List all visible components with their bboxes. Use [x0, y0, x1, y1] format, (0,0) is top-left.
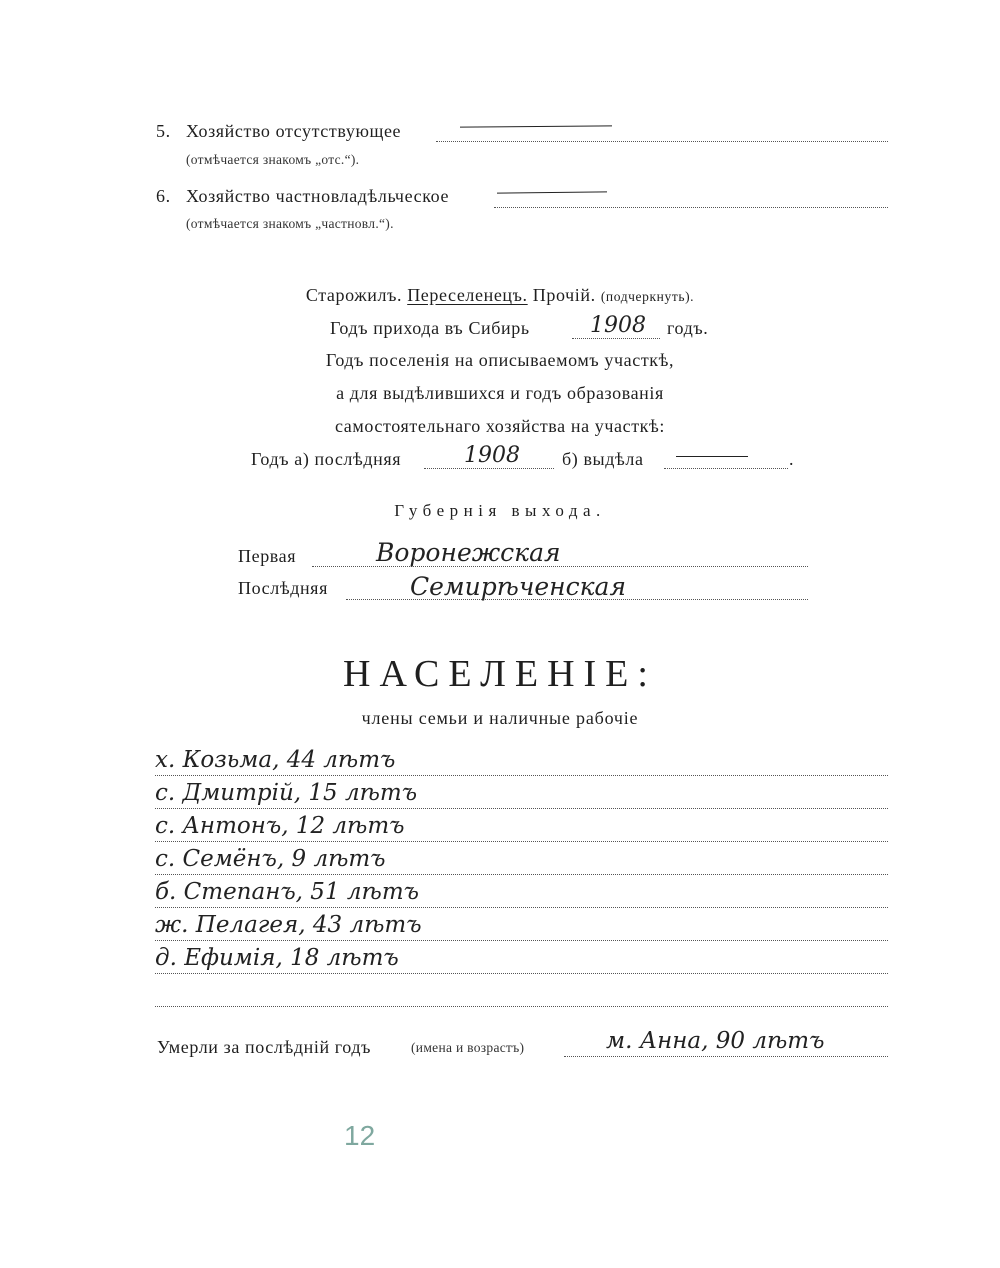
gubernia-last-value: Семирѣченская — [410, 572, 627, 601]
arrival-suffix: годъ. — [667, 318, 709, 338]
population-title: НАСЕЛЕНІЕ: — [343, 653, 657, 695]
farm-6-label: Хозяйство частновладѣльческое — [186, 186, 450, 206]
farm-6-dash-mark — [497, 191, 607, 193]
year-b-field[interactable] — [664, 468, 788, 469]
arrival-value: 1908 — [590, 313, 646, 338]
settlement-line-3: самостоятельнаго хозяйства на участкѣ: — [335, 416, 665, 436]
farm-5-label: Хозяйство отсутствующее — [186, 121, 402, 141]
member-entry: с. Дмитрій, 15 лѣтъ — [155, 780, 418, 806]
gubernia-title: Губернія выхода. — [394, 501, 606, 520]
member-entry: ж. Пелагея, 43 лѣтъ — [155, 912, 422, 938]
member-entry: с. Семёнъ, 9 лѣтъ — [155, 846, 386, 872]
status-line — [0, 285, 1000, 306]
member-line-8[interactable] — [155, 1006, 888, 1007]
status-other: Прочій. — [532, 285, 596, 305]
farm-5-field[interactable] — [436, 141, 888, 142]
member-line-2[interactable] — [155, 808, 888, 809]
farm-6-field[interactable] — [494, 207, 888, 208]
member-line-6[interactable] — [155, 940, 888, 941]
member-line-4[interactable] — [155, 874, 888, 875]
farm-6-note: (отмѣчается знакомъ „частновл.“). — [186, 216, 394, 231]
member-line-1[interactable] — [155, 775, 888, 776]
member-line-7[interactable] — [155, 973, 888, 974]
farm-5-number: 5. — [156, 121, 171, 141]
farm-5-dash-mark — [460, 125, 612, 127]
farm-6-number: 6. — [156, 186, 171, 206]
member-entry: с. Антонъ, 12 лѣтъ — [155, 813, 405, 839]
settlement-line-2: а для выдѣлившихся и годъ образованія — [336, 383, 664, 403]
year-b-dash-mark — [676, 456, 748, 457]
gubernia-last-label: Послѣдняя — [238, 578, 328, 598]
deaths-field[interactable] — [564, 1056, 888, 1057]
deaths-label: Умерли за послѣдній годъ — [157, 1037, 372, 1057]
arrival-label: Годъ прихода въ Сибирь — [330, 318, 530, 338]
arrival-field[interactable] — [572, 338, 660, 339]
farm-5-note: (отмѣчается знакомъ „отс.“). — [186, 152, 360, 167]
gubernia-first-value: Воронежская — [376, 538, 561, 567]
deaths-value: м. Анна, 90 лѣтъ — [606, 1028, 825, 1054]
status-old: Старожилъ. — [305, 285, 403, 305]
status-settler[interactable]: Переселенецъ. — [407, 285, 528, 305]
member-entry: д. Ефимія, 18 лѣтъ — [155, 945, 399, 971]
page-number: 12 — [344, 1120, 376, 1151]
deaths-hint: (имена и возрастъ) — [411, 1040, 525, 1055]
gubernia-first-label: Первая — [238, 546, 297, 566]
member-entry: х. Козьма, 44 лѣтъ — [155, 747, 396, 773]
settlement-line-1: Годъ поселенія на описываемомъ участкѣ, — [325, 350, 675, 370]
member-line-3[interactable] — [155, 841, 888, 842]
year-a-value: 1908 — [464, 443, 520, 468]
member-line-5[interactable] — [155, 907, 888, 908]
population-subtitle: члены семьи и наличные рабочіе — [361, 708, 639, 728]
year-a-field[interactable] — [424, 468, 554, 469]
status-hint: (подчеркнуть). — [600, 289, 695, 304]
year-b-label: б) выдѣла — [562, 449, 644, 469]
year-b-end: . — [789, 449, 795, 469]
year-a-label: Годъ а) послѣдняя — [251, 449, 402, 469]
member-entry: б. Степанъ, 51 лѣтъ — [155, 879, 419, 905]
